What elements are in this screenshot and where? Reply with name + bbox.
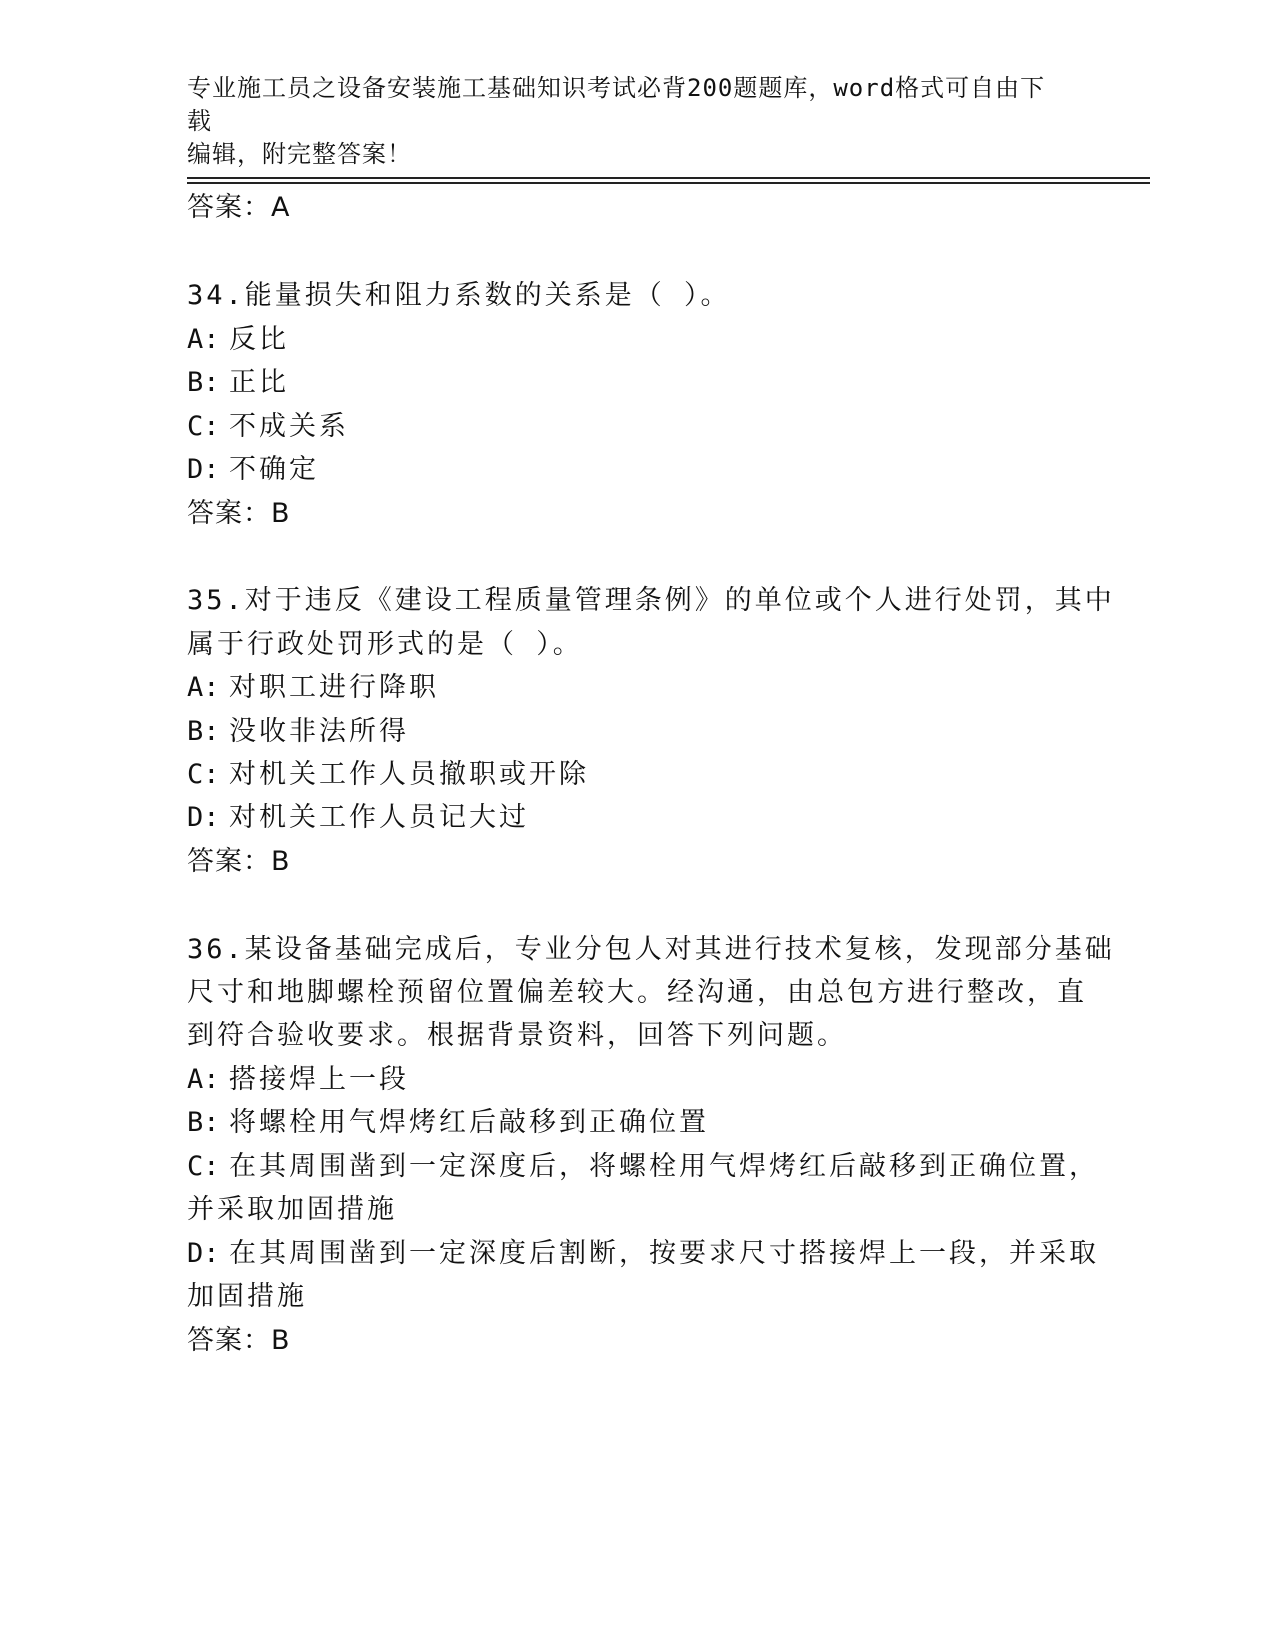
option-text: 正比 xyxy=(229,367,289,398)
question-36-text-line-3: 到符合验收要求。根据背景资料，回答下列问题。 xyxy=(187,1020,847,1051)
answer-label: 答案： xyxy=(187,498,271,529)
question-34-option-b xyxy=(187,365,1067,401)
answer-label: 答案： xyxy=(187,192,271,223)
header-line-2: 编辑，附完整答案！ xyxy=(187,140,412,168)
question-36-option-c xyxy=(187,1149,1099,1185)
option-text: 反比 xyxy=(229,324,289,355)
question-36-option-a xyxy=(187,1062,1067,1098)
question-36-text-line-1: 36.某设备基础完成后，专业分包人对其进行技术复核，发现部分基础 xyxy=(187,934,1115,965)
option-text: 没收非法所得 xyxy=(229,716,409,747)
answer-value: B xyxy=(271,846,290,877)
answer-label: 答案： xyxy=(187,846,271,877)
option-text: 对机关工作人员记大过 xyxy=(229,802,529,833)
answer-value: B xyxy=(271,498,290,529)
option-key: A: xyxy=(187,672,220,703)
option-key: A: xyxy=(187,324,220,355)
option-text: 在其周围凿到一定深度后，将螺栓用气焊烤红后敲移到正确位置， xyxy=(229,1151,1099,1182)
question-36-option-d xyxy=(187,1236,1099,1272)
option-key: C: xyxy=(187,1151,220,1182)
option-key: A: xyxy=(187,1064,220,1095)
question-35-text-line-1: 35.对于违反《建设工程质量管理条例》的单位或个人进行处罚，其中 xyxy=(187,585,1115,616)
option-text: 对机关工作人员撤职或开除 xyxy=(229,759,589,790)
question-34-option-a xyxy=(187,322,1067,358)
question-36-text-line-2: 尺寸和地脚螺栓预留位置偏差较大。经沟通，由总包方进行整改，直 xyxy=(187,977,1087,1008)
question-36-answer xyxy=(187,1323,290,1359)
option-text: 对职工进行降职 xyxy=(229,672,439,703)
question-35-option-a xyxy=(187,670,1067,706)
option-key: B: xyxy=(187,367,220,398)
question-35-option-d xyxy=(187,800,1067,836)
option-key: C: xyxy=(187,759,220,790)
option-key: D: xyxy=(187,1238,220,1269)
header-divider-bottom xyxy=(187,182,1150,184)
option-key: D: xyxy=(187,454,220,485)
question-34-option-c xyxy=(187,409,1067,445)
option-text: 将螺栓用气焊烤红后敲移到正确位置 xyxy=(229,1107,709,1138)
question-35-option-c xyxy=(187,757,1067,793)
question-35-answer xyxy=(187,844,290,880)
question-34-answer xyxy=(187,496,290,532)
question-35-text-line-2: 属于行政处罚形式的是（ ）。 xyxy=(187,629,583,660)
question-36-option-d-continued: 加固措施 xyxy=(187,1281,307,1312)
option-text: 在其周围凿到一定深度后割断，按要求尺寸搭接焊上一段，并采取 xyxy=(229,1238,1099,1269)
option-key: B: xyxy=(187,1107,220,1138)
answer-line-prev xyxy=(187,190,289,226)
option-text: 不确定 xyxy=(229,454,319,485)
option-key: D: xyxy=(187,802,220,833)
question-36-option-b xyxy=(187,1105,1067,1141)
option-text: 搭接焊上一段 xyxy=(229,1064,409,1095)
question-34-option-d xyxy=(187,452,1067,488)
document-header xyxy=(187,72,1067,171)
answer-value: B xyxy=(271,1325,290,1356)
answer-value: A xyxy=(271,192,290,223)
answer-label: 答案： xyxy=(187,1325,271,1356)
question-34-text: 34.能量损失和阻力系数的关系是（ ）。 xyxy=(187,280,731,311)
option-key: C: xyxy=(187,411,220,442)
header-line-1: 专业施工员之设备安装施工基础知识考试必背200题题库，word格式可自由下载 xyxy=(187,74,1046,135)
question-35-option-b xyxy=(187,714,1067,750)
option-text: 不成关系 xyxy=(229,411,349,442)
option-key: B: xyxy=(187,716,220,747)
header-divider-top xyxy=(187,177,1150,179)
question-36-option-c-continued: 并采取加固措施 xyxy=(187,1194,397,1225)
